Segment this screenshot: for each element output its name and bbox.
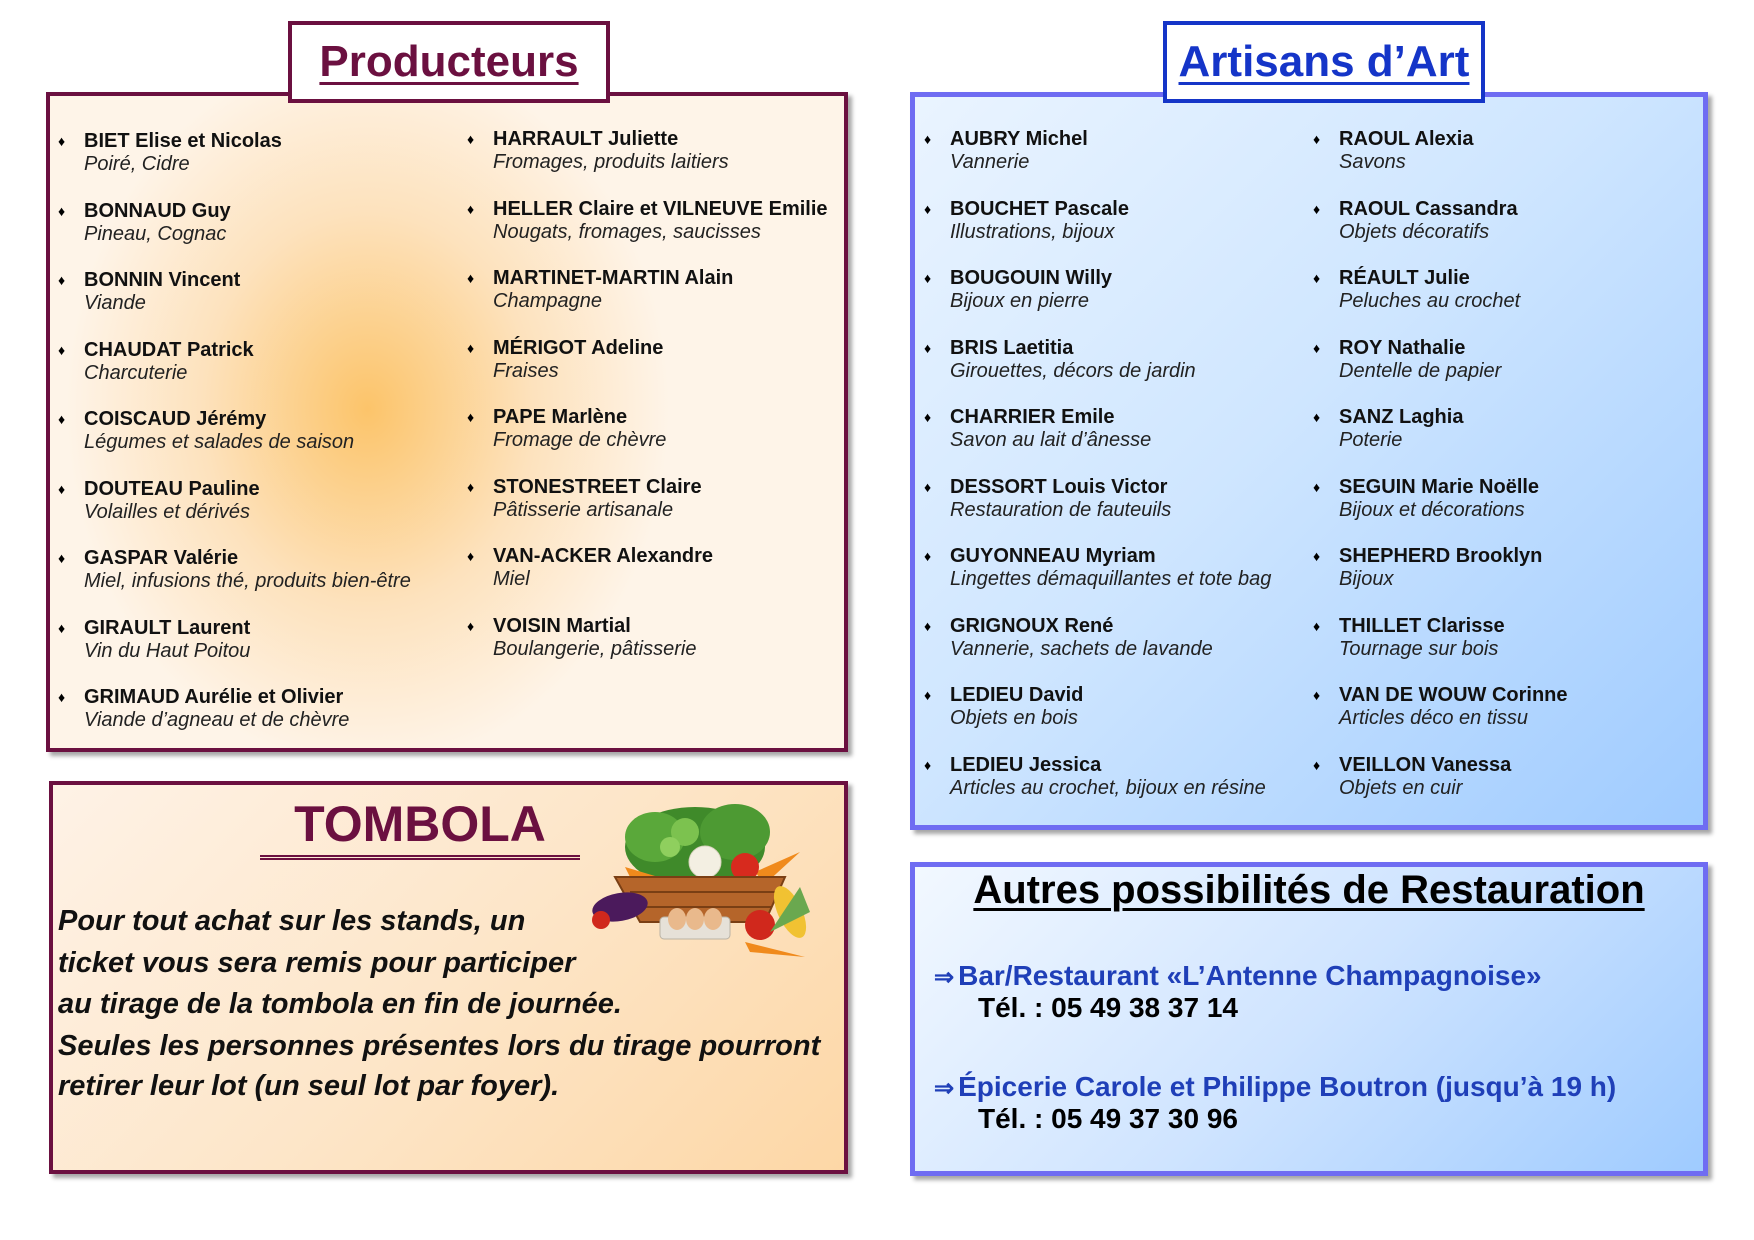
exhibitor-name: MÉRIGOT Adeline	[493, 336, 664, 359]
bullet-icon: ♦	[58, 619, 66, 636]
tombola-line: Pour tout achat sur les stands, un	[58, 905, 526, 937]
bullet-icon: ♦	[924, 339, 932, 356]
bullet-icon: ♦	[1313, 200, 1321, 217]
exhibitor-name: BIET Elise et Nicolas	[84, 130, 282, 152]
exhibitor-description: Viande	[84, 292, 146, 314]
restauration-title-text: Autres possibilités de Restauration	[973, 868, 1645, 912]
exhibitor-name: GRIGNOUX René	[950, 614, 1114, 637]
exhibitor-name: RAOUL Cassandra	[1339, 197, 1518, 220]
exhibitor-name: AUBRY Michel	[950, 128, 1088, 150]
bullet-icon: ♦	[924, 200, 932, 217]
exhibitor-name: RAOUL Alexia	[1339, 128, 1474, 150]
exhibitor-name: GASPAR Valérie	[84, 547, 239, 569]
exhibitor-description: Poterie	[1339, 429, 1403, 451]
exhibitor-name: VEILLON Vanessa	[1339, 753, 1512, 776]
exhibitor-description: Fromages, produits laitiers	[493, 151, 729, 173]
exhibitor-description: Vannerie, sachets de lavande	[950, 637, 1213, 660]
exhibitor-name: ROY Nathalie	[1339, 336, 1466, 359]
exhibitor-name: BOUGOUIN Willy	[950, 267, 1113, 289]
exhibitor-description: Restauration de fauteuils	[950, 498, 1172, 521]
arrow-icon: ⇒	[934, 1075, 955, 1102]
bullet-icon: ♦	[1313, 339, 1321, 356]
bullet-icon: ♦	[467, 617, 475, 634]
epicerie-entry	[934, 1071, 1616, 1103]
tombola-title: TOMBOLA	[260, 795, 580, 860]
restauration-title	[910, 868, 1708, 913]
exhibitor-name: GIRAULT Laurent	[84, 616, 251, 639]
exhibitor-description: Nougats, fromages, saucisses	[493, 220, 761, 243]
bullet-icon: ♦	[1313, 270, 1321, 286]
exhibitor-name: GRIMAUD Aurélie et Olivier	[84, 686, 344, 708]
bullet-icon: ♦	[924, 687, 932, 703]
exhibitor-description: Savon au lait d’ânesse	[950, 429, 1152, 451]
bullet-icon: ♦	[467, 548, 475, 564]
tombola-line: au tirage de la tombola en fin de journée.	[58, 988, 622, 1020]
exhibitor-description: Miel	[493, 568, 530, 590]
exhibitor-name: BRIS Laetitia	[950, 336, 1074, 359]
exhibitor-description: Vannerie	[950, 151, 1030, 173]
bullet-icon: ♦	[924, 617, 932, 634]
exhibitor-name: CHARRIER Emile	[950, 406, 1115, 428]
exhibitor-description: Bijoux et décorations	[1339, 498, 1525, 521]
exhibitor-name: BONNIN Vincent	[84, 269, 241, 291]
restaurant-name: Bar/Restaurant «L’Antenne Champagnoise»	[958, 960, 1542, 991]
exhibitor-name: VOISIN Martial	[493, 614, 631, 637]
exhibitor-name: BONNAUD Guy	[84, 199, 231, 222]
exhibitor-name: LEDIEU Jessica	[950, 753, 1102, 776]
bullet-icon: ♦	[924, 131, 932, 147]
bullet-icon: ♦	[467, 339, 475, 356]
tombola-line: ticket vous sera remis pour participer	[58, 947, 576, 979]
exhibitor-name: GUYONNEAU Myriam	[950, 545, 1156, 567]
exhibitor-description: Poiré, Cidre	[84, 153, 190, 175]
exhibitor-name: DESSORT Louis Victor	[950, 475, 1168, 498]
exhibitor-description: Miel, infusions thé, produits bien-être	[84, 570, 411, 592]
exhibitor-description: Objets en bois	[950, 707, 1078, 729]
exhibitor-description: Bijoux	[1339, 568, 1394, 590]
bullet-icon: ♦	[58, 480, 66, 497]
bullet-icon: ♦	[1313, 409, 1321, 425]
bullet-icon: ♦	[58, 272, 66, 288]
exhibitor-name: BOUCHET Pascale	[950, 197, 1129, 220]
exhibitor-description: Pâtisserie artisanale	[493, 498, 674, 521]
exhibitor-name: DOUTEAU Pauline	[84, 477, 260, 500]
restaurant-phone: Tél. : 05 49 38 37 14	[978, 992, 1238, 1023]
exhibitor-name: RÉAULT Julie	[1339, 267, 1470, 289]
exhibitor-name: COISCAUD Jérémy	[84, 408, 267, 430]
exhibitor-name: SEGUIN Marie Noëlle	[1339, 475, 1540, 498]
exhibitor-description: Boulangerie, pâtisserie	[493, 637, 697, 660]
exhibitor-description: Charcuterie	[84, 361, 188, 384]
bullet-icon: ♦	[924, 756, 932, 773]
bullet-icon: ♦	[924, 409, 932, 425]
exhibitor-description: Fraises	[493, 359, 559, 382]
exhibitor-description: Champagne	[493, 290, 602, 312]
bullet-icon: ♦	[1313, 617, 1321, 634]
epicerie-name: Épicerie Carole et Philippe Boutron (jusqu’à 19 h)	[958, 1071, 1617, 1102]
bullet-icon: ♦	[924, 270, 932, 286]
exhibitor-name: THILLET Clarisse	[1339, 614, 1505, 637]
exhibitor-description: Illustrations, bijoux	[950, 220, 1115, 243]
bullet-icon: ♦	[924, 478, 932, 495]
exhibitor-description: Dentelle de papier	[1339, 359, 1502, 382]
bullet-icon: ♦	[58, 411, 66, 427]
bullet-icon: ♦	[467, 409, 475, 425]
bullet-icon: ♦	[1313, 131, 1321, 147]
exhibitor-name: VAN-ACKER Alexandre	[493, 545, 714, 567]
exhibitor-description: Objets décoratifs	[1339, 220, 1490, 243]
exhibitor-description: Fromage de chèvre	[493, 429, 667, 451]
bullet-icon: ♦	[924, 548, 932, 564]
exhibitor-description: Articles déco en tissu	[1339, 707, 1528, 729]
bullet-icon: ♦	[1313, 478, 1321, 495]
artisans-title: Artisans d’Art	[1163, 21, 1485, 103]
exhibitor-name: HARRAULT Juliette	[493, 128, 679, 150]
bullet-icon: ♦	[1313, 687, 1321, 703]
bullet-icon: ♦	[1313, 756, 1321, 773]
tombola-line: Seules les personnes présentes lors du tirage pourront	[58, 1030, 821, 1062]
tombola-line: retirer leur lot (un seul lot par foyer).	[58, 1070, 560, 1102]
exhibitor-description: Girouettes, décors de jardin	[950, 359, 1196, 382]
bullet-icon: ♦	[58, 689, 66, 705]
exhibitor-description: Peluches au crochet	[1339, 290, 1521, 312]
arrow-icon: ⇒	[934, 964, 955, 991]
exhibitor-description: Vin du Haut Poitou	[84, 639, 251, 662]
exhibitor-description: Volailles et dérivés	[84, 500, 251, 523]
bullet-icon: ♦	[467, 270, 475, 286]
exhibitor-description: Bijoux en pierre	[950, 290, 1089, 312]
exhibitor-name: LEDIEU David	[950, 684, 1084, 706]
exhibitor-name: SANZ Laghia	[1339, 406, 1464, 428]
exhibitor-description: Articles au crochet, bijoux en résine	[950, 776, 1266, 799]
bullet-icon: ♦	[1313, 548, 1321, 564]
bullet-icon: ♦	[58, 341, 66, 358]
bullet-icon: ♦	[467, 478, 475, 495]
exhibitor-description: Viande d’agneau et de chèvre	[84, 709, 350, 731]
bullet-icon: ♦	[58, 202, 66, 219]
exhibitor-name: HELLER Claire et VILNEUVE Emilie	[493, 197, 828, 220]
exhibitor-description: Lingettes démaquillantes et tote bag	[950, 568, 1272, 590]
exhibitor-description: Tournage sur bois	[1339, 637, 1499, 660]
exhibitor-name: MARTINET-MARTIN Alain	[493, 267, 734, 289]
bullet-icon: ♦	[58, 550, 66, 566]
restaurant-entry	[934, 960, 1542, 992]
exhibitor-name: VAN DE WOUW Corinne	[1339, 684, 1568, 706]
exhibitor-description: Objets en cuir	[1339, 776, 1463, 799]
exhibitor-description: Légumes et salades de saison	[84, 431, 355, 453]
exhibitor-name: SHEPHERD Brooklyn	[1339, 545, 1543, 567]
bullet-icon: ♦	[58, 133, 66, 149]
bullet-icon: ♦	[467, 131, 475, 147]
vegetable-basket-icon	[585, 792, 825, 967]
epicerie-phone: Tél. : 05 49 37 30 96	[978, 1103, 1238, 1134]
exhibitor-name: STONESTREET Claire	[493, 475, 702, 498]
producteurs-title: Producteurs	[288, 21, 610, 103]
exhibitor-name: PAPE Marlène	[493, 406, 628, 428]
exhibitor-description: Savons	[1339, 151, 1406, 173]
exhibitor-name: CHAUDAT Patrick	[84, 338, 254, 361]
bullet-icon: ♦	[467, 200, 475, 217]
exhibitor-description: Pineau, Cognac	[84, 222, 227, 245]
